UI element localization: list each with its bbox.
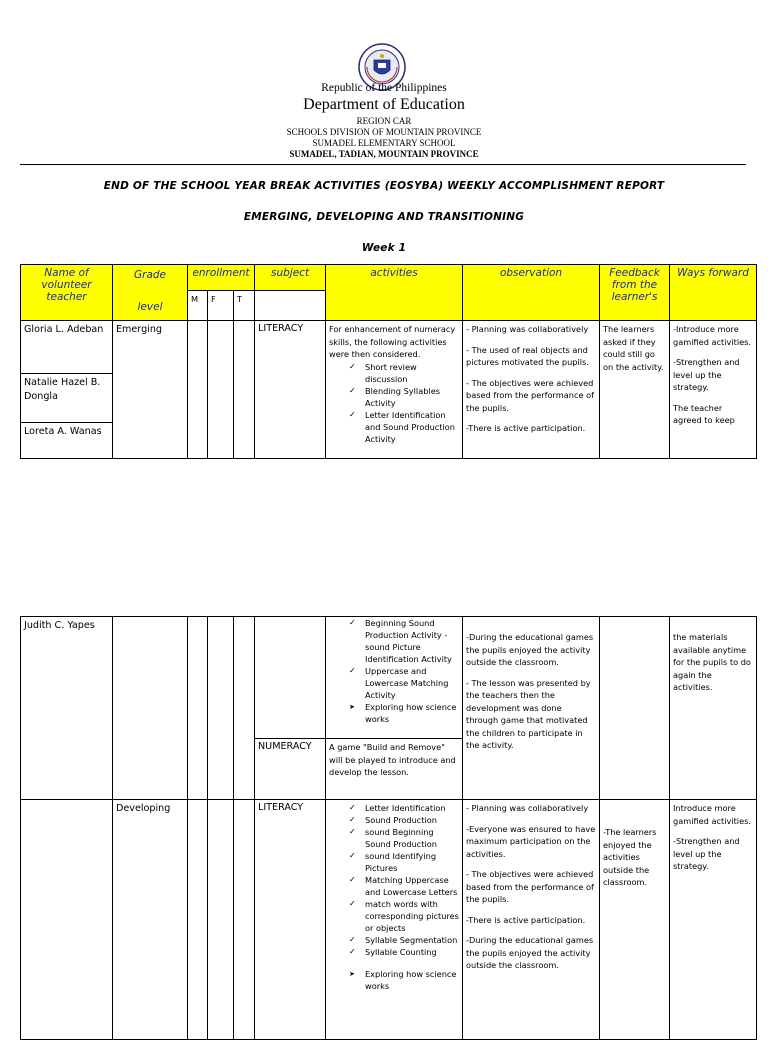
region: REGION CAR xyxy=(356,116,412,126)
activity-item: ✓ Sound Production xyxy=(349,814,459,826)
teacher-name: Loreta A. Wanas xyxy=(24,426,102,437)
ways-item: -Strengthen and level up the strategy. xyxy=(673,836,740,871)
level-blank xyxy=(113,617,188,800)
activity-item: ➤ Exploring how science works xyxy=(349,968,459,992)
header-m: M xyxy=(188,291,208,321)
level-developing: Developing xyxy=(113,800,188,1040)
country-name: Republic of the Philippines xyxy=(321,82,447,94)
activity-item: ✓ Syllable Segmentation xyxy=(349,934,459,946)
activity-item: ✓ Blending Syllables Activity xyxy=(349,385,459,409)
activity-item: ✓ Matching Uppercase and Lowercase Letters xyxy=(349,874,459,898)
observation-item: - Planning was collaboratively xyxy=(466,803,589,813)
activity-item: ✓ Uppercase and Lowercase Matching Activity xyxy=(349,665,459,701)
enrollment-m xyxy=(188,800,208,1040)
feedback-cell: -The learners enjoyed the activities outside the classroom. xyxy=(600,800,670,1040)
school-address: SUMADEL, TADIAN, MOUNTAIN PROVINCE xyxy=(289,149,479,159)
header-feedback: Feedback from the learner's xyxy=(600,265,670,321)
activity-item: ✓ Letter Identification xyxy=(349,802,459,814)
ways-item: Introduce more gamified activities. xyxy=(673,803,751,826)
activities-cell xyxy=(326,800,463,1040)
header-grade-level xyxy=(113,265,188,321)
activity-item: ➤ Exploring how science works xyxy=(349,701,459,725)
activity-item: ✓ Syllable Counting xyxy=(349,946,459,958)
header-divider xyxy=(20,164,746,165)
ways-forward-cell xyxy=(670,800,757,1040)
activities-intro: For enhancement of numeracy skills, the following activities were then considered. xyxy=(329,324,456,359)
numeracy-activity: A game "Build and Remove" will be played to introduce and develop the lesson. xyxy=(326,739,463,800)
report-title: END OF THE SCHOOL YEAR BREAK ACTIVITIES (EOSYBA) WEEKLY ACCOMPLISHMENT REPORT xyxy=(103,180,665,192)
activity-item: ✓ Letter Identification and Sound Production Activity xyxy=(349,409,459,445)
observation-item: -Everyone was ensured to have maximum participation on the activities. xyxy=(466,823,596,859)
observation-cell xyxy=(463,321,600,459)
enrollment-t xyxy=(234,617,255,800)
observation-cell xyxy=(463,800,600,1040)
teacher-blank xyxy=(21,800,113,1040)
observation-item: - The objectives were achieved based from the performance of the pupils. xyxy=(466,377,594,413)
subject-blank xyxy=(255,617,326,739)
header-grade: Grade xyxy=(133,269,166,281)
enrollment-m xyxy=(188,617,208,800)
report-table-continued xyxy=(20,616,757,1040)
observation-cell xyxy=(463,617,600,800)
school-name: SUMADEL ELEMENTARY SCHOOL xyxy=(312,138,456,148)
header-subject-blank xyxy=(255,291,326,321)
enrollment-m xyxy=(188,321,208,459)
observation-item: -During the educational games the pupils enjoyed the activity outside the classroom. xyxy=(466,632,594,667)
header-level: level xyxy=(137,301,163,313)
header-name: Name of volunteer teacher xyxy=(21,265,113,321)
activity-item: ✓ Beginning Sound Production Activity - sound Picture Identification Activity xyxy=(349,617,459,665)
teacher-names-cell xyxy=(21,321,113,459)
observation-item: - Planning was collaboratively xyxy=(466,324,589,334)
observation-item: - The lesson was presented by the teachers then the development was done through game that motivated the children to participate in the activity. xyxy=(466,677,591,750)
observation-item: - The objectives were achieved based from the performance of the pupils. xyxy=(466,869,594,904)
enrollment-f xyxy=(208,617,234,800)
teacher-name: Natalie Hazel B. Dongla xyxy=(21,374,112,423)
enrollment-f xyxy=(208,800,234,1040)
ways-item: The teacher agreed to keep xyxy=(673,402,735,425)
department-name: Department of Education xyxy=(303,96,465,113)
activity-item: ✓ match words with corresponding pictures or objects xyxy=(349,898,459,934)
level-emerging: Emerging xyxy=(113,321,188,459)
teacher-name: Judith C. Yapes xyxy=(21,617,113,800)
ways-forward-cell: the materials available anytime for the pupils to do again the activities. xyxy=(670,617,757,800)
subject-numeracy: NUMERACY xyxy=(255,739,326,800)
header-ways-forward: Ways forward xyxy=(670,265,757,321)
enrollment-t xyxy=(234,800,255,1040)
header-activities: activities xyxy=(326,265,463,321)
observation-item: -There is active participation. xyxy=(466,423,586,433)
activity-item: ✓ sound Beginning Sound Production xyxy=(349,826,459,850)
observation-item: -During the educational games the pupils enjoyed the activity outside the classroom. xyxy=(466,935,594,970)
enrollment-t xyxy=(234,321,255,459)
header-f: F xyxy=(208,291,234,321)
header-t: T xyxy=(234,291,255,321)
division: SCHOOLS DIVISION OF MOUNTAIN PROVINCE xyxy=(286,127,482,137)
ways-item: -Strengthen and level up the strategy. xyxy=(673,357,740,392)
observation-item: -There is active participation. xyxy=(466,914,586,925)
header-enrollment: enrollment xyxy=(188,265,255,291)
feedback-cell: The learners asked if they could still go on the activity. xyxy=(600,321,670,459)
report-table-week1 xyxy=(20,264,757,459)
observation-item: - The used of real objects and pictures motivated the pupils. xyxy=(466,344,589,367)
teacher-name: Gloria L. Adeban xyxy=(21,321,112,374)
levels-title: EMERGING, DEVELOPING AND TRANSITIONING xyxy=(243,211,525,223)
header-observation: observation xyxy=(463,265,600,321)
week-title: Week 1 xyxy=(361,242,407,254)
feedback-blank xyxy=(600,617,670,800)
activities-cell xyxy=(326,321,463,459)
ways-forward-cell xyxy=(670,321,757,459)
activity-item: ✓ Short review discussion xyxy=(349,361,459,385)
activity-item: ✓ sound Identifying Pictures xyxy=(349,850,459,874)
activities-cell xyxy=(326,617,463,739)
ways-item: -Introduce more gamified activities. xyxy=(673,324,752,347)
enrollment-f xyxy=(208,321,234,459)
subject-literacy: LITERACY xyxy=(255,800,326,1040)
subject-literacy: LITERACY xyxy=(255,321,326,459)
header-subject: subject xyxy=(255,265,326,291)
